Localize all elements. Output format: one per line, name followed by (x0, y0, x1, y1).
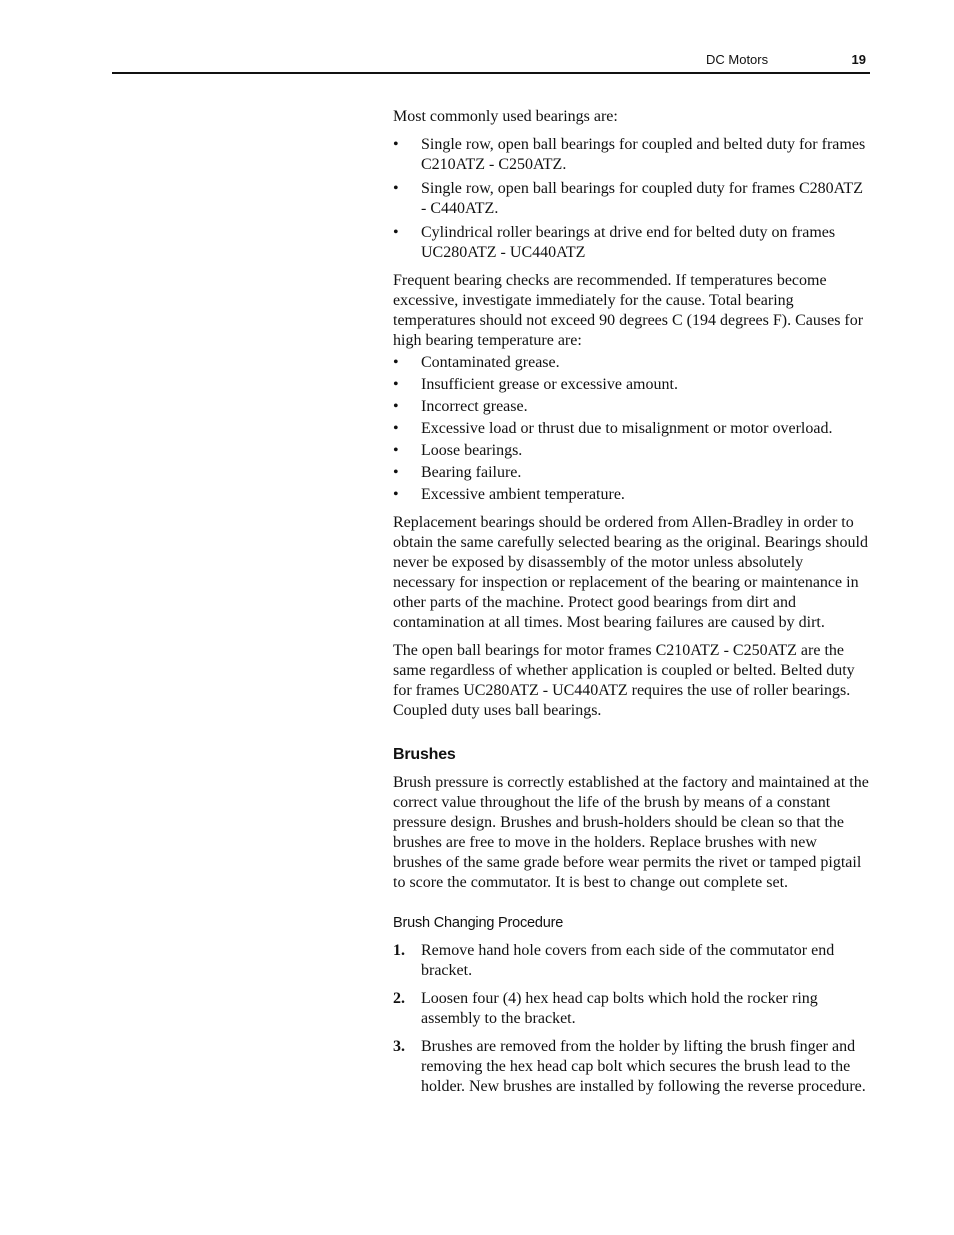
bullet-icon: • (393, 354, 399, 371)
brush-procedure-heading: Brush Changing Procedure (393, 915, 564, 931)
bullet-icon: • (393, 180, 399, 197)
header-title: DC Motors (706, 52, 769, 67)
page-header (112, 50, 870, 74)
bearing-checks-paragraph: Frequent bearing checks are recommended. If temperatures become excessive, investigate immediately for the cause. Total bearing temperatures should not exceed 90 degrees C (194 degrees F). Causes for high bearing temperature are: (393, 272, 864, 349)
page-number: 19 (851, 52, 866, 67)
list-item: • Loose bearings. (393, 442, 523, 459)
bullet-icon: • (393, 442, 399, 459)
list-item: • Insufficient grease or excessive amount. (393, 376, 678, 393)
list-item: • Single row, open ball bearings for coupled and belted duty for frames C210ATZ - C250ATZ. (393, 136, 866, 173)
bullet-icon: • (393, 420, 399, 437)
procedure-step: 3. Brushes are removed from the holder by lifting the brush finger and removing the hex head cap bolt which secures the brush lead to the holder. New brushes are installed by following the reverse procedure. (393, 1038, 866, 1095)
step-number: 1. (393, 942, 405, 959)
bullet-icon: • (393, 376, 399, 393)
list-item: • Excessive load or thrust due to misalignment or motor overload. (393, 420, 833, 437)
open-ball-paragraph: The open ball bearings for motor frames C210ATZ - C250ATZ are the same regardless of whether application is coupled or belted. Belted duty for frames UC280ATZ - UC440ATZ requires the use of roller bearings. Coupled duty uses ball bearings. (393, 642, 855, 719)
bullet-icon: • (393, 398, 399, 415)
bullet-icon: • (393, 224, 399, 241)
brushes-heading: Brushes (393, 746, 456, 763)
bearing-types-list (393, 135, 869, 263)
step-number: 2. (393, 990, 405, 1007)
temperature-causes-list (393, 353, 869, 505)
page-content (393, 107, 869, 1105)
procedure-step: 1. Remove hand hole covers from each side of the commutator end bracket. (393, 942, 835, 979)
list-item: • Incorrect grease. (393, 398, 528, 415)
bullet-icon: • (393, 136, 399, 153)
brushes-paragraph: Brush pressure is correctly established at the factory and maintained at the correct value throughout the life of the brush by means of a constant pressure design. Brushes and brush-holders should be clean so that the brushes are free to move in the holders. Replace brushes with new brushes of the same grade before wear permits the rivet or tamped pigtail to score the commutator. It is best to change out complete set. (393, 774, 869, 891)
list-item: • Single row, open ball bearings for coupled duty for frames C280ATZ - C440ATZ. (393, 180, 863, 217)
list-item: • Excessive ambient temperature. (393, 486, 625, 503)
brush-procedure-steps (393, 941, 869, 1097)
list-item: • Bearing failure. (393, 464, 522, 481)
list-item: • Contaminated grease. (393, 354, 560, 371)
step-number: 3. (393, 1038, 405, 1055)
procedure-step: 2. Loosen four (4) hex head cap bolts which hold the rocker ring assembly to the bracket. (393, 990, 818, 1027)
bearings-intro: Most commonly used bearings are: (393, 108, 618, 125)
list-item: • Cylindrical roller bearings at drive end for belted duty on frames UC280ATZ - UC440ATZ (393, 224, 836, 261)
bullet-icon: • (393, 486, 399, 503)
bullet-icon: • (393, 464, 399, 481)
replacement-paragraph: Replacement bearings should be ordered from Allen-Bradley in order to obtain the same carefully selected bearing as the original. Bearings should never be exposed by disassembly of the motor unless absolutely necessary for inspection or replacement of the bearing or maintenance in other parts of the machine. Protect good bearings from dirt and contamination at all times. Most bearing failures are caused by dirt. (393, 514, 868, 631)
